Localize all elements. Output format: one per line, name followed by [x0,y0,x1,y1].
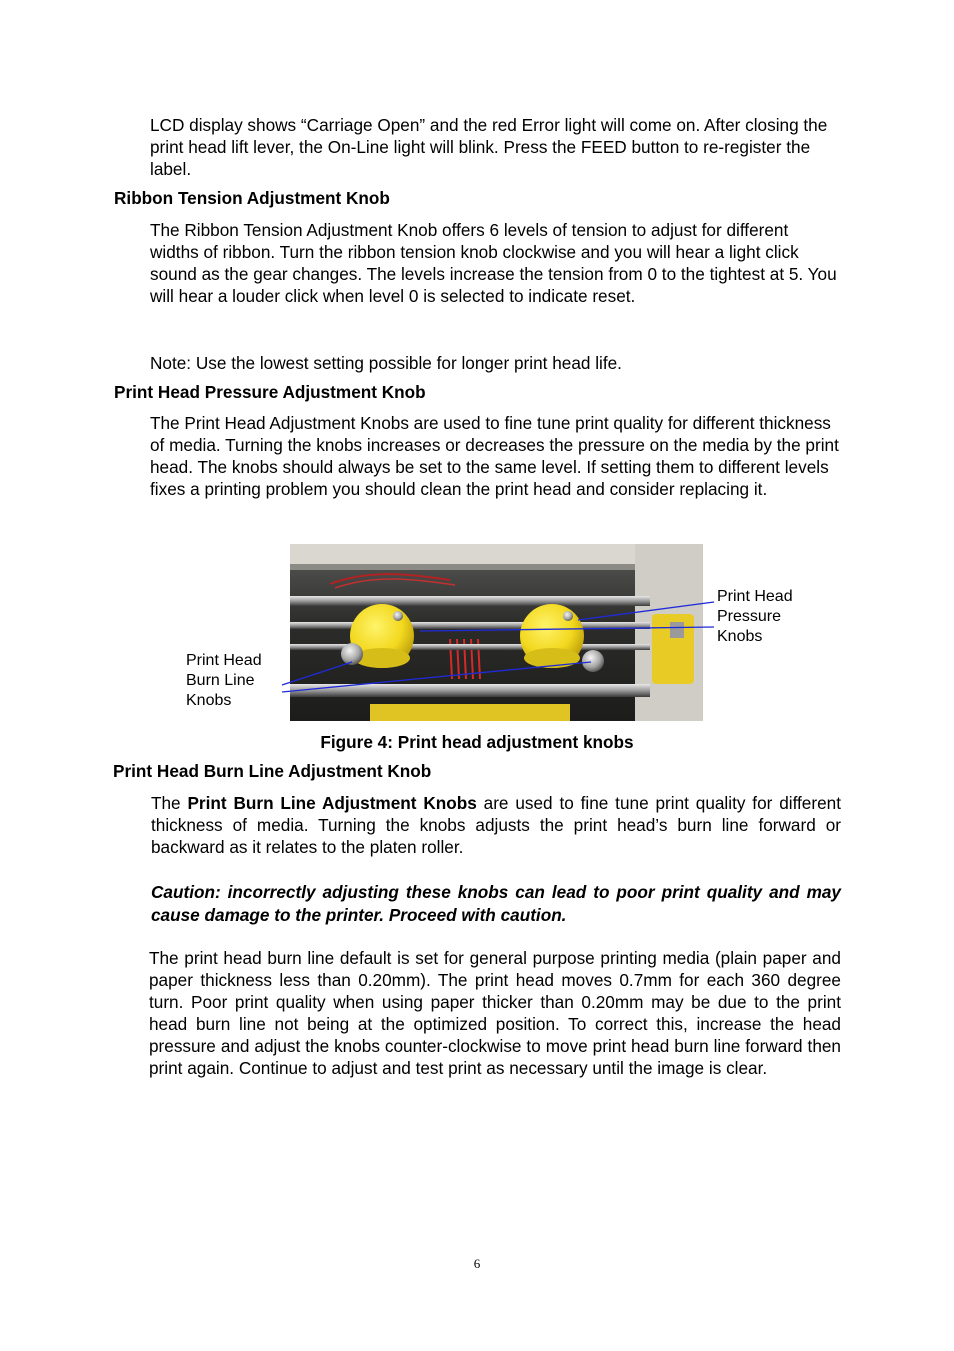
ribbon-tension-heading: Ribbon Tension Adjustment Knob [114,188,390,208]
burn-line-body-suffix: are used to fine tune print quality for different thickness of media. Turning the knobs adjusts the print head’s burn line forward or backward as it relates to the platen roller. [151,793,841,857]
burn-line-default-paragraph: The print head burn line default is set for general purpose printing media (plain paper and paper thickness less than 0.20mm). The print head moves 0.7mm for each 360 degree turn. Poor print quality when using paper thicker than 0.20mm may be due to the print head burn line not being at the optimized position. To correct this, increase the head pressure and adjust the knobs counter-clockwise to move print head burn line forward then print again. Continue to adjust and test print as necessary until the image is clear. [149,948,841,1078]
pressure-knobs-callout: Print Head Pressure Knobs [717,588,793,645]
continued-paragraph: LCD display shows “Carriage Open” and the red Error light will come on. After closing the print head lift lever, the On-Line light will blink. Press the FEED button to re-register the label. [150,115,828,179]
page-number: 6 [473,1256,481,1271]
caution-note: Caution: incorrectly adjusting these knobs can lead to poor print quality and may cause damage to the printer. Proceed with caution. [151,882,841,925]
burn-line-body [151,792,841,858]
burn-line-knobs-callout: Print Head Burn Line Knobs [186,652,262,709]
burn-line-body-prefix: The [151,793,188,813]
ribbon-tension-body: The Ribbon Tension Adjustment Knob offers 6 levels of tension to adjust for different widths of ribbon. Turn the ribbon tension knob clockwise and you will hear a light click sound as the gear changes. The levels increase the tension from 0 to the tightest at 5. You will hear a louder click when level 0 is selected to indicate reset. [150,220,837,306]
print-head-pressure-body: The Print Head Adjustment Knobs are used to fine tune print quality for different thickness of media. Turning the knobs increases or decreases the pressure on the media by the print head. The knobs should always be set to the same level. If setting them to different levels fixes a printing problem you should clean the print head and consider replacing it. [150,413,839,499]
burn-line-body-bold: Print Burn Line Adjustment Knobs [187,793,477,813]
print-head-photo [290,544,703,721]
ribbon-tension-note: Note: Use the lowest setting possible for longer print head life. [150,353,622,373]
burn-line-heading: Print Head Burn Line Adjustment Knob [113,761,432,781]
figure-caption: Figure 4: Print head adjustment knobs [320,732,634,752]
print-head-pressure-heading: Print Head Pressure Adjustment Knob [114,382,426,402]
